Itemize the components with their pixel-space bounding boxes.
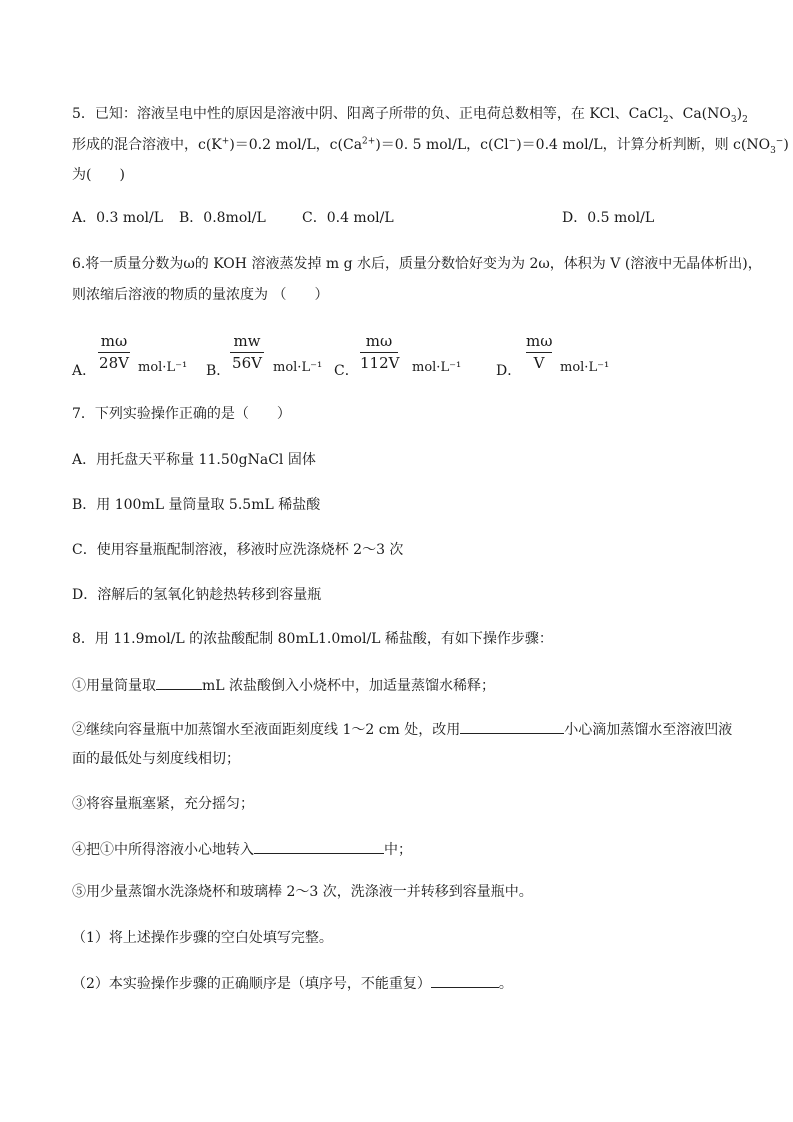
option-label: A． — [72, 363, 97, 379]
fraction — [98, 332, 130, 372]
q8-step-2 — [72, 718, 732, 740]
option-label: D． — [496, 363, 522, 379]
q7-option-c[interactable]: C．使用容量瓶配制溶液，移液时应洗涤烧杯 2～3 次 — [72, 542, 404, 558]
fraction-bar — [230, 352, 264, 353]
fraction-bar — [360, 352, 398, 353]
option-label: B． — [206, 363, 231, 379]
q8-stem: 8．用 11.9mol/L 的浓盐酸配制 80mL1.0mol/L 稀盐酸，有如下操作步骤： — [72, 631, 553, 647]
q5-option-b[interactable]: B．0.8mol/L — [179, 210, 266, 226]
step-text: ①用量筒量取 — [72, 678, 156, 694]
step-text: ④把①中所得溶液小心地转入 — [72, 842, 254, 858]
q5-text: 5．已知：溶液呈电中性的原因是溶液中阴、阳离子所带的负、正电荷总数相等，在 KCl、CaCl — [72, 106, 663, 122]
q5-text: )＝0.4 mol/L，计算分析判断，则 c(NO — [516, 137, 771, 153]
q8-step-5: ⑤用少量蒸馏水洗涤烧杯和玻璃棒 2～3 次，洗涤液一并转移到容量瓶中。 — [72, 884, 533, 900]
numerator: mw — [233, 332, 261, 350]
option-label: C． — [334, 363, 359, 379]
answer-blank[interactable] — [254, 838, 384, 854]
q8-step-3: ③将容量瓶塞紧，充分摇匀； — [72, 796, 254, 812]
q5-text: ) — [736, 106, 743, 122]
subscript: 3 — [770, 145, 776, 156]
fraction — [360, 332, 398, 372]
answer-blank[interactable] — [156, 674, 202, 690]
numerator: mω — [100, 332, 128, 350]
superscript: − — [775, 136, 784, 147]
q5-option-c[interactable]: C．0.4 mol/L — [302, 210, 394, 226]
step-text: ②继续向容量瓶中加蒸馏水至液面距刻度线 1～2 cm 处，改用 — [72, 722, 461, 738]
unit: mol·L⁻¹ — [138, 360, 188, 375]
q8-part-2 — [72, 972, 513, 994]
q5-text: )＝0.2 mol/L，c(Ca — [229, 137, 363, 153]
q6-options — [72, 332, 732, 382]
fraction — [526, 332, 552, 372]
superscript: − — [508, 136, 517, 147]
q5-option-a[interactable]: A．0.3 mol/L — [72, 210, 164, 226]
unit: mol·L⁻¹ — [273, 360, 323, 375]
step-text: 中； — [384, 842, 412, 858]
q8-step-1 — [72, 674, 495, 696]
q7-option-a[interactable]: A．用托盘天平称量 11.50gNaCl 固体 — [72, 452, 316, 468]
q7-option-d[interactable]: D．溶解后的氢氧化钠趁热转移到容量瓶 — [72, 587, 322, 603]
answer-blank[interactable] — [460, 718, 564, 734]
numerator: mω — [526, 332, 553, 350]
subscript: 2 — [662, 114, 669, 125]
q5-text: 、Ca(NO — [668, 106, 731, 122]
part-text: （2）本实验操作步骤的正确顺序是（填序号，不能重复） — [72, 976, 431, 992]
denominator: 28V — [99, 354, 129, 372]
fraction-bar — [98, 352, 130, 353]
step-text: mL 浓盐酸倒入小烧杯中，加适量蒸馏水稀释； — [202, 678, 496, 694]
q6-line-1: 6.将一质量分数为ω的 KOH 溶液蒸发掉 m g 水后，质量分数恰好变为为 2ω，体积为 V (溶液中无晶体析出)， — [72, 256, 762, 272]
denominator: V — [533, 354, 545, 372]
q8-step-4 — [72, 838, 412, 860]
q8-step-2-cont: 面的最低处与刻度线相切； — [72, 751, 240, 767]
q7-option-b[interactable]: B．用 100mL 量筒量取 5.5mL 稀盐酸 — [72, 497, 321, 513]
q8-part-1: （1）将上述操作步骤的空白处填写完整。 — [72, 930, 333, 946]
subscript: 2 — [742, 114, 748, 125]
q6-line-2: 则浓缩后溶液的物质的量浓度为 （ ） — [72, 287, 329, 303]
q7-stem: 7．下列实验操作正确的是（ ） — [72, 406, 291, 422]
fraction-bar — [526, 352, 552, 353]
q5-text: ) — [783, 137, 789, 153]
q5-line-3: 为( ) — [72, 167, 125, 183]
q5-line-2 — [72, 135, 789, 155]
q5-text: )＝0. 5 mol/L，c(Cl — [375, 137, 509, 153]
denominator: 112V — [360, 354, 400, 372]
q5-option-d[interactable]: D．0.5 mol/L — [562, 210, 655, 226]
denominator: 56V — [232, 354, 262, 372]
unit: mol·L⁻¹ — [412, 360, 462, 375]
subscript: 3 — [730, 114, 737, 125]
unit: mol·L⁻¹ — [560, 360, 610, 375]
step-text: 小心滴加蒸馏水至溶液凹液 — [564, 722, 733, 738]
answer-blank[interactable] — [431, 972, 499, 988]
q5-text: 形成的混合溶液中，c(K — [72, 137, 222, 153]
superscript: 2+ — [362, 136, 376, 147]
part-text: 。 — [498, 976, 513, 992]
q5-options — [72, 208, 732, 228]
q5-line-1 — [72, 104, 748, 124]
fraction — [230, 332, 264, 372]
numerator: mω — [365, 332, 393, 350]
superscript: + — [221, 136, 230, 147]
